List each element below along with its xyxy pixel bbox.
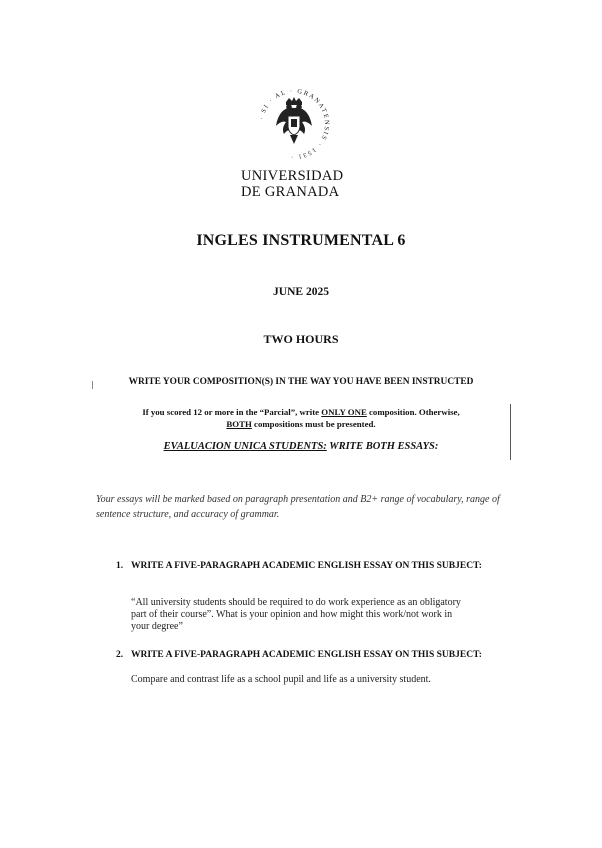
exam-title: INGLES INSTRUMENTAL 6 xyxy=(196,232,406,249)
question-1-number: 1. xyxy=(116,561,124,571)
question-1-prompt: “All university students should be required to do work experience as an obligatory part of their course”. What is your opinion and how might this work/not work in your degree” xyxy=(131,597,461,632)
parcial-text-a: If you scored 12 or more in the “Parcial”, write xyxy=(142,407,322,417)
question-2-number: 2. xyxy=(116,650,124,660)
evaluacion-unica-instruction xyxy=(0,441,602,452)
university-name-line1: UNIVERSIDAD xyxy=(241,168,344,184)
university-name-line2: DE GRANADA xyxy=(241,184,340,200)
svg-text:· SI · AL · GRANATENSIS · 153: · SI · AL · GRANATENSIS · 1531 · xyxy=(258,88,330,160)
both-emphasis: BOTH xyxy=(226,419,252,429)
question-2-heading: WRITE A FIVE-PARAGRAPH ACADEMIC ENGLISH ESSAY ON THIS SUBJECT: xyxy=(131,650,482,660)
write-both-essays: WRITE BOTH ESSAYS: xyxy=(326,441,439,452)
exam-date: JUNE 2025 xyxy=(273,286,329,298)
main-instruction: WRITE YOUR COMPOSITION(S) IN THE WAY YOU HAVE BEEN INSTRUCTED xyxy=(128,377,474,387)
parcial-text-e: compositions must be presented. xyxy=(251,419,376,429)
question-1-heading: WRITE A FIVE-PARAGRAPH ACADEMIC ENGLISH ESSAY ON THIS SUBJECT: xyxy=(131,561,482,571)
university-seal-logo xyxy=(258,88,330,160)
university-name xyxy=(241,168,343,200)
parcial-text-c: composition. Otherwise, xyxy=(366,407,460,417)
only-one-emphasis: ONLY ONE xyxy=(321,407,367,417)
exam-duration: TWO HOURS xyxy=(263,332,339,346)
parcial-instruction xyxy=(100,406,502,430)
evaluacion-unica-label: EVALUACION UNICA STUDENTS: xyxy=(163,441,327,452)
marking-criteria: Your essays will be marked based on paragraph presentation and B2+ range of vocabulary, range of sentence structure, and accuracy of grammar. xyxy=(96,494,500,520)
question-2-prompt: Compare and contrast life as a school pupil and life as a university student. xyxy=(131,674,431,685)
